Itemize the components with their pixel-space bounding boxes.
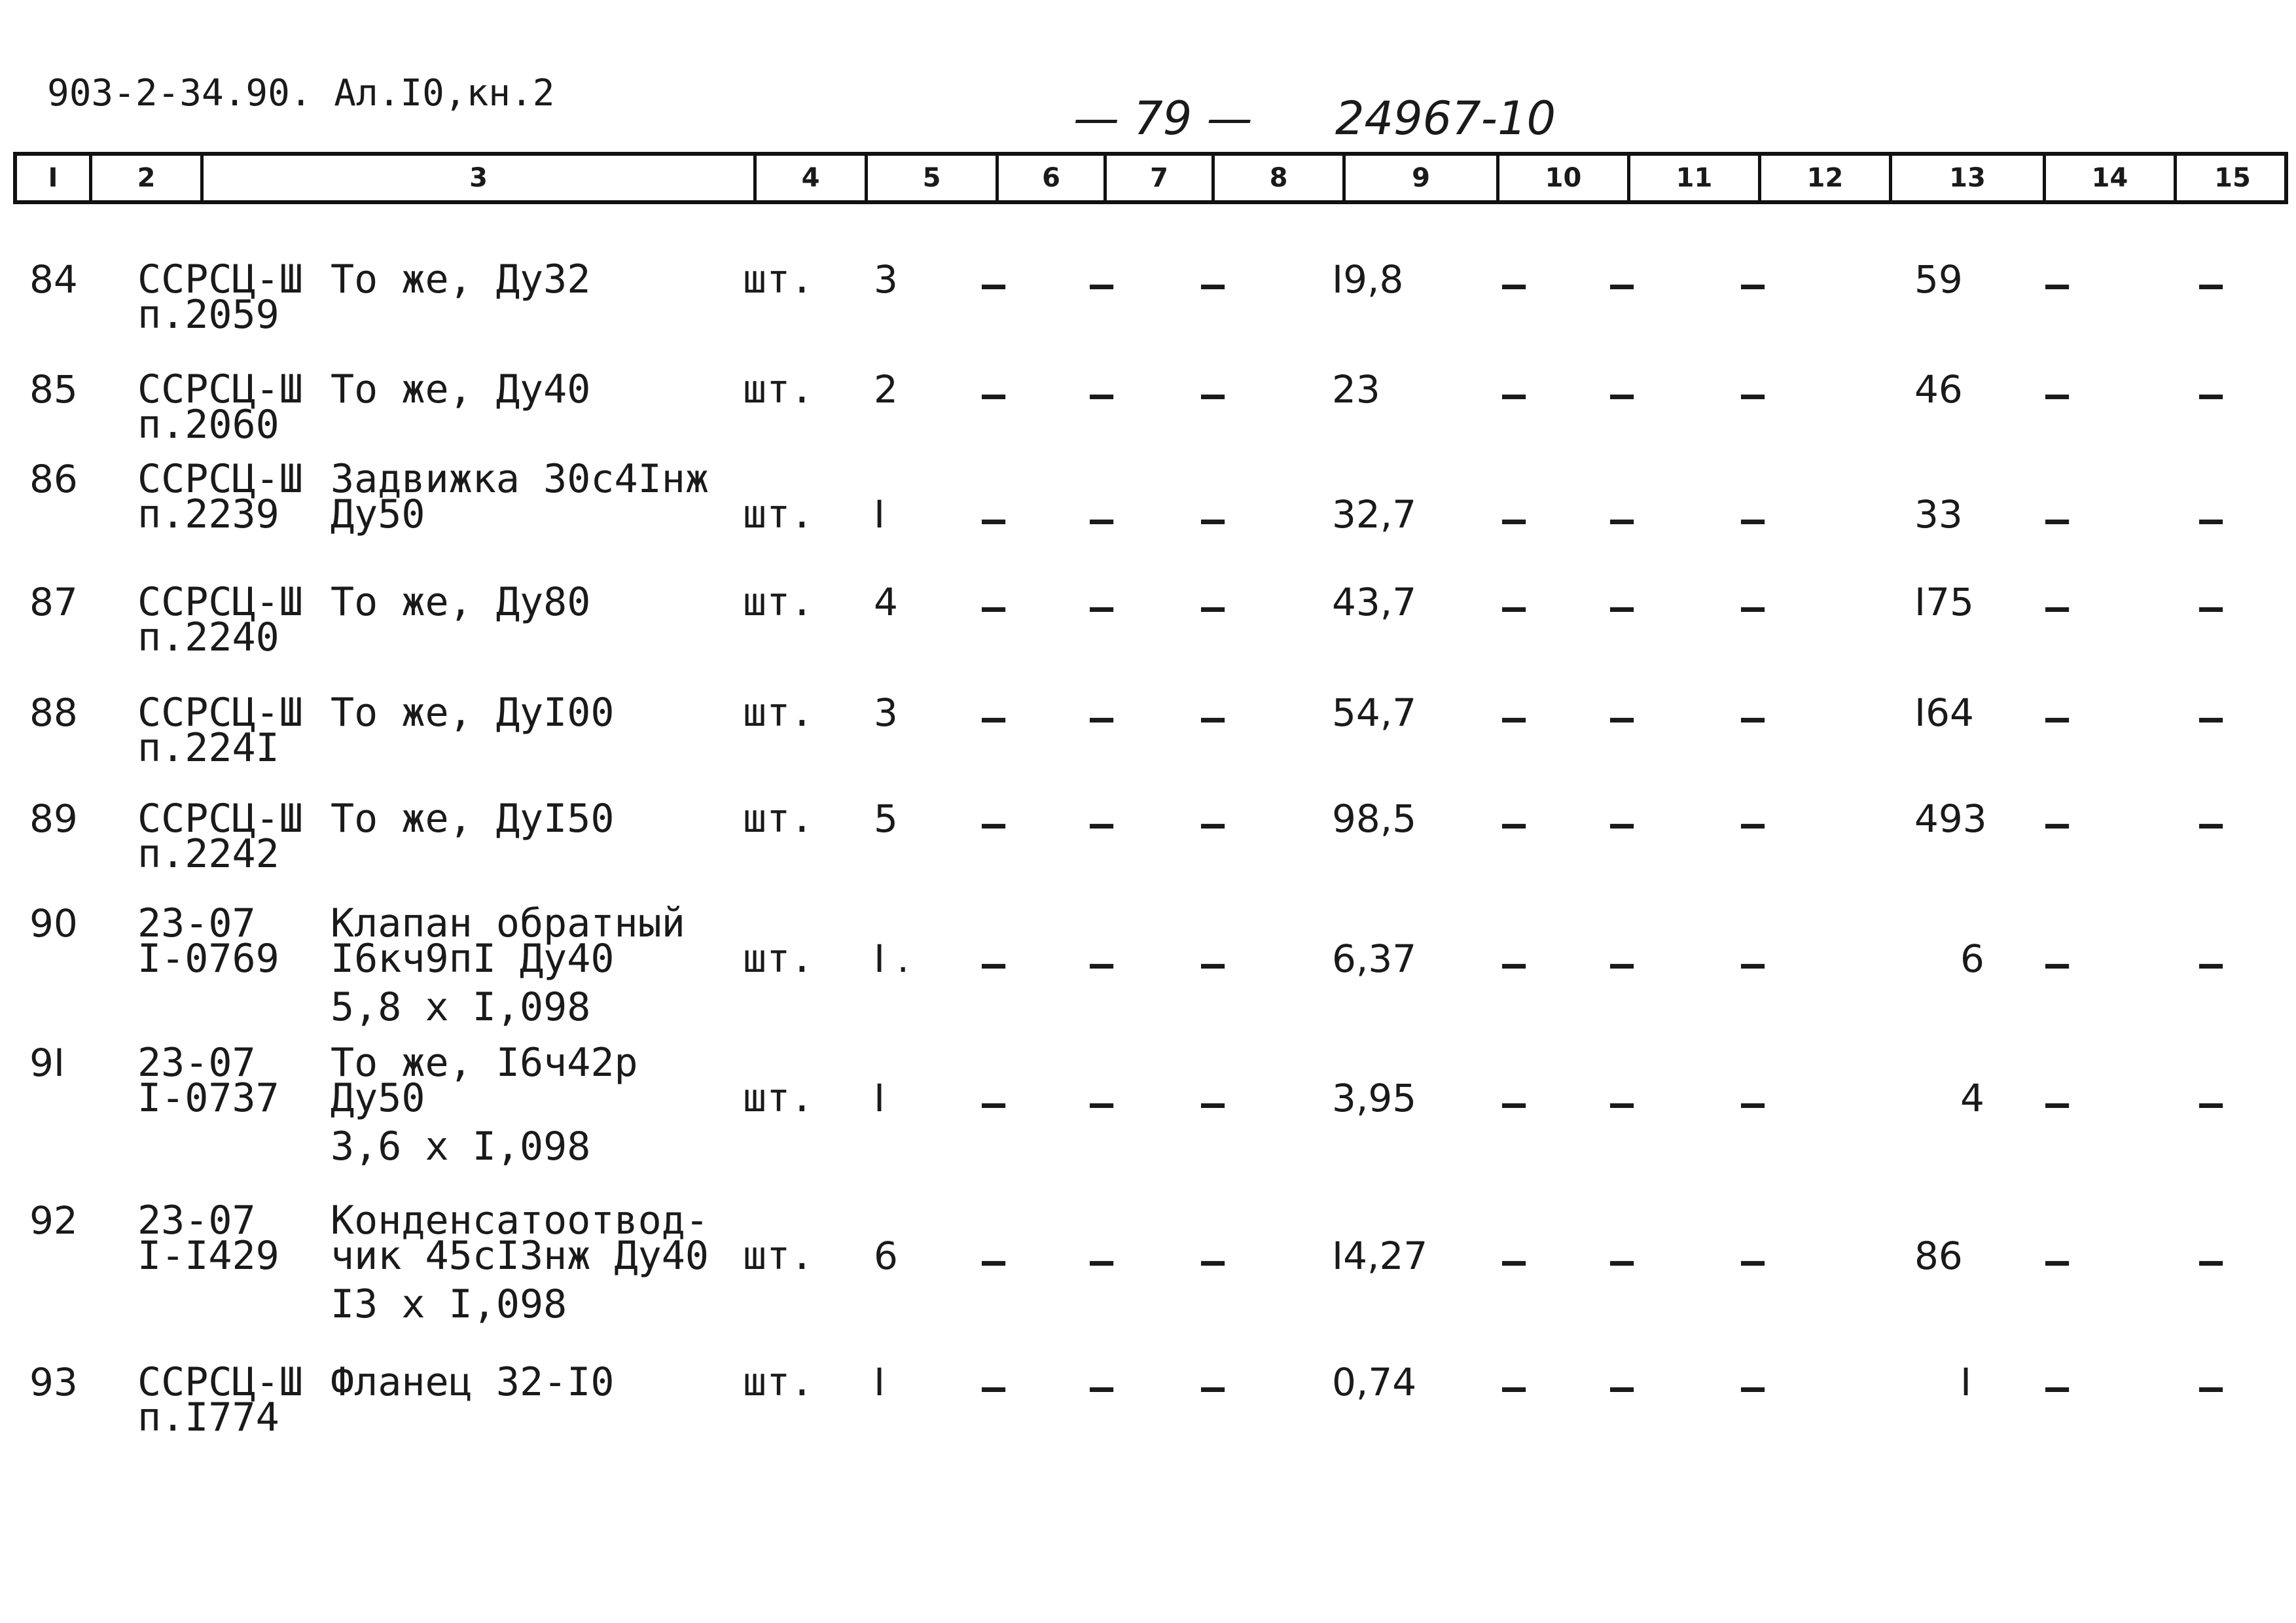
empty-dash: –: [982, 941, 1006, 987]
column-header: 10: [1496, 156, 1627, 200]
empty-dash: –: [2199, 695, 2223, 741]
empty-dash: –: [2199, 801, 2223, 847]
empty-dash: –: [2199, 1080, 2223, 1126]
empty-dash: –: [1610, 1364, 1634, 1410]
reference-code: ССРСЦ-Ш: [137, 257, 303, 302]
empty-dash: –: [982, 695, 1006, 741]
quantity: 5: [874, 796, 898, 841]
item-name: Ду50: [331, 491, 425, 537]
empty-dash: –: [1502, 262, 1526, 308]
empty-dash: –: [1201, 1238, 1225, 1284]
empty-dash: –: [2045, 1364, 2070, 1410]
empty-dash: –: [2199, 1238, 2223, 1284]
column-9-value: I4,27: [1332, 1234, 1428, 1278]
empty-dash: –: [1610, 1080, 1634, 1126]
empty-dash: –: [1090, 1238, 1114, 1284]
quantity: I: [874, 1360, 886, 1404]
empty-dash: –: [982, 372, 1006, 418]
column-header: 12: [1758, 156, 1889, 200]
column-9-value: 0,74: [1332, 1360, 1417, 1404]
empty-dash: –: [1741, 801, 1765, 847]
quantity: 4: [874, 580, 898, 624]
item-name: I6кч9пI Ду40: [331, 936, 615, 982]
reference-code: I-0737: [137, 1075, 279, 1121]
unit: шт.: [743, 257, 814, 302]
column-9-value: 43,7: [1332, 580, 1417, 624]
empty-dash: –: [982, 262, 1006, 308]
empty-dash: –: [1610, 584, 1634, 630]
unit: шт.: [743, 491, 814, 537]
column-13-value: I64: [1914, 690, 1974, 735]
column-9-value: 54,7: [1332, 690, 1417, 735]
empty-dash: –: [982, 584, 1006, 630]
reference-code: 23-07: [137, 1040, 256, 1086]
empty-dash: –: [2045, 941, 2070, 987]
empty-dash: –: [1610, 941, 1634, 987]
row-number: 89: [29, 796, 78, 841]
column-header: 9: [1342, 156, 1496, 200]
empty-dash: –: [1201, 584, 1225, 630]
empty-dash: –: [2199, 372, 2223, 418]
row-number: 87: [29, 580, 78, 624]
column-header-row: [13, 152, 2288, 204]
reference-code: I-I429: [137, 1233, 279, 1279]
empty-dash: –: [1090, 941, 1114, 987]
reference-code: п.2239: [137, 491, 279, 537]
column-9-value: 32,7: [1332, 492, 1417, 537]
column-13-value: I75: [1914, 580, 1974, 624]
empty-dash: –: [2199, 1364, 2223, 1410]
empty-dash: –: [2199, 497, 2223, 543]
empty-dash: –: [1090, 584, 1114, 630]
empty-dash: –: [1741, 1238, 1765, 1284]
empty-dash: –: [1090, 801, 1114, 847]
empty-dash: –: [1741, 372, 1765, 418]
empty-dash: –: [2045, 497, 2070, 543]
item-name: I3 x I,098: [331, 1281, 567, 1327]
empty-dash: –: [1610, 497, 1634, 543]
quantity: I: [874, 1076, 886, 1120]
unit: шт.: [743, 579, 814, 625]
empty-dash: –: [1090, 262, 1114, 308]
column-13-value: 86: [1914, 1234, 1963, 1278]
column-header: 4: [753, 156, 865, 200]
row-number: 93: [29, 1360, 78, 1404]
empty-dash: –: [1201, 1080, 1225, 1126]
empty-dash: –: [1090, 695, 1114, 741]
unit: шт.: [743, 796, 814, 842]
reference-code: п.2240: [137, 615, 279, 660]
reference-code: п.I774: [137, 1395, 279, 1440]
column-13-value: 493: [1914, 796, 1987, 841]
empty-dash: –: [2045, 584, 2070, 630]
empty-dash: –: [1090, 497, 1114, 543]
unit: шт.: [743, 936, 814, 982]
empty-dash: –: [1090, 1080, 1114, 1126]
empty-dash: –: [1741, 584, 1765, 630]
quantity: 3: [874, 690, 898, 735]
column-header: 15: [2174, 156, 2288, 200]
item-name: То же, Ду32: [331, 257, 591, 302]
page-number: — 79 —: [1073, 92, 1253, 145]
quantity: I: [874, 492, 886, 537]
empty-dash: –: [2045, 372, 2070, 418]
empty-dash: –: [1610, 1238, 1634, 1284]
empty-dash: –: [1502, 801, 1526, 847]
empty-dash: –: [1741, 497, 1765, 543]
column-header: 8: [1211, 156, 1342, 200]
unit: шт.: [743, 1233, 814, 1279]
column-13-value: 33: [1914, 492, 1963, 537]
empty-dash: –: [1610, 801, 1634, 847]
empty-dash: –: [982, 801, 1006, 847]
row-number: 84: [29, 257, 78, 302]
quantity: I .: [874, 936, 909, 981]
empty-dash: –: [1502, 695, 1526, 741]
column-9-value: 23: [1332, 367, 1380, 412]
empty-dash: –: [2045, 262, 2070, 308]
column-header: I: [48, 163, 58, 193]
empty-dash: –: [982, 1364, 1006, 1410]
empty-dash: –: [1090, 1364, 1114, 1410]
quantity: 3: [874, 257, 898, 302]
empty-dash: –: [1741, 941, 1765, 987]
row-number: 85: [29, 367, 78, 412]
reference-code: ССРСЦ-Ш: [137, 1359, 303, 1405]
empty-dash: –: [2045, 801, 2070, 847]
column-header: 5: [865, 156, 996, 200]
empty-dash: –: [1502, 497, 1526, 543]
column-13-value: 46: [1914, 367, 1963, 412]
reference-code: ССРСЦ-Ш: [137, 456, 303, 502]
empty-dash: –: [1090, 372, 1114, 418]
empty-dash: –: [1502, 372, 1526, 418]
column-13-value: 6: [1960, 936, 1984, 981]
reference-code: ССРСЦ-Ш: [137, 366, 303, 412]
empty-dash: –: [1201, 1364, 1225, 1410]
row-number: 86: [29, 457, 78, 501]
column-13-value: I: [1960, 1360, 1972, 1404]
item-name: 3,6 x I,098: [331, 1124, 591, 1169]
empty-dash: –: [1201, 941, 1225, 987]
empty-dash: –: [982, 497, 1006, 543]
item-name: Клапан обратный: [331, 901, 685, 946]
empty-dash: –: [2045, 1238, 2070, 1284]
empty-dash: –: [1201, 695, 1225, 741]
document-code: 903-2-34.90. Ал.I0,кн.2: [47, 72, 555, 115]
reference-code: п.2060: [137, 402, 279, 448]
sheet-id: 24967-10: [1335, 92, 1556, 145]
empty-dash: –: [2199, 262, 2223, 308]
unit: шт.: [743, 1359, 814, 1405]
column-header: 6: [996, 156, 1103, 200]
empty-dash: –: [1201, 372, 1225, 418]
empty-dash: –: [1741, 1080, 1765, 1126]
reference-code: 23-07: [137, 901, 256, 946]
column-header: 2: [89, 156, 200, 200]
quantity: 2: [874, 367, 898, 412]
empty-dash: –: [1201, 801, 1225, 847]
quantity: 6: [874, 1234, 898, 1278]
empty-dash: –: [2199, 584, 2223, 630]
reference-code: п.224I: [137, 725, 279, 771]
item-name: Ду50: [331, 1075, 425, 1121]
empty-dash: –: [1610, 372, 1634, 418]
reference-code: 23-07: [137, 1198, 256, 1243]
empty-dash: –: [1502, 584, 1526, 630]
empty-dash: –: [2045, 695, 2070, 741]
empty-dash: –: [1201, 262, 1225, 308]
reference-code: ССРСЦ-Ш: [137, 796, 303, 842]
column-header: 13: [1889, 156, 2043, 200]
column-13-value: 59: [1914, 257, 1963, 302]
empty-dash: –: [982, 1080, 1006, 1126]
column-9-value: 6,37: [1332, 936, 1417, 981]
item-name: 5,8 x I,098: [331, 984, 591, 1030]
column-9-value: 3,95: [1332, 1076, 1417, 1120]
empty-dash: –: [1741, 695, 1765, 741]
empty-dash: –: [2045, 1080, 2070, 1126]
column-header: 14: [2043, 156, 2174, 200]
column-header: 11: [1627, 156, 1758, 200]
row-number: 92: [29, 1198, 78, 1243]
item-name: Задвижка 30с4Iнж: [331, 456, 709, 502]
empty-dash: –: [1502, 941, 1526, 987]
empty-dash: –: [1610, 262, 1634, 308]
empty-dash: –: [1201, 497, 1225, 543]
column-header: 7: [1103, 156, 1211, 200]
unit: шт.: [743, 366, 814, 412]
reference-code: п.2242: [137, 831, 279, 877]
column-9-value: 98,5: [1332, 796, 1417, 841]
item-name: То же, ДуI50: [331, 796, 615, 842]
item-name: То же, I6ч42р: [331, 1040, 638, 1086]
reference-code: I-0769: [137, 936, 279, 982]
empty-dash: –: [1502, 1080, 1526, 1126]
empty-dash: –: [2199, 941, 2223, 987]
reference-code: ССРСЦ-Ш: [137, 690, 303, 736]
column-9-value: I9,8: [1332, 257, 1404, 302]
item-name: Конденсатоотвод-: [331, 1198, 709, 1243]
empty-dash: –: [982, 1238, 1006, 1284]
item-name: То же, Ду80: [331, 579, 591, 625]
column-header: 3: [200, 156, 753, 200]
unit: шт.: [743, 690, 814, 736]
row-number: 9I: [29, 1041, 65, 1085]
row-number: 88: [29, 690, 78, 735]
item-name: То же, ДуI00: [331, 690, 615, 736]
empty-dash: –: [1610, 695, 1634, 741]
empty-dash: –: [1502, 1364, 1526, 1410]
empty-dash: –: [1741, 1364, 1765, 1410]
empty-dash: –: [1741, 262, 1765, 308]
row-number: 90: [29, 901, 78, 946]
item-name: Фланец 32-I0: [331, 1359, 615, 1405]
item-name: То же, Ду40: [331, 366, 591, 412]
reference-code: ССРСЦ-Ш: [137, 579, 303, 625]
column-13-value: 4: [1960, 1076, 1984, 1120]
item-name: чик 45сI3нж Ду40: [331, 1233, 709, 1279]
empty-dash: –: [1502, 1238, 1526, 1284]
reference-code: п.2059: [137, 292, 279, 338]
unit: шт.: [743, 1075, 814, 1121]
